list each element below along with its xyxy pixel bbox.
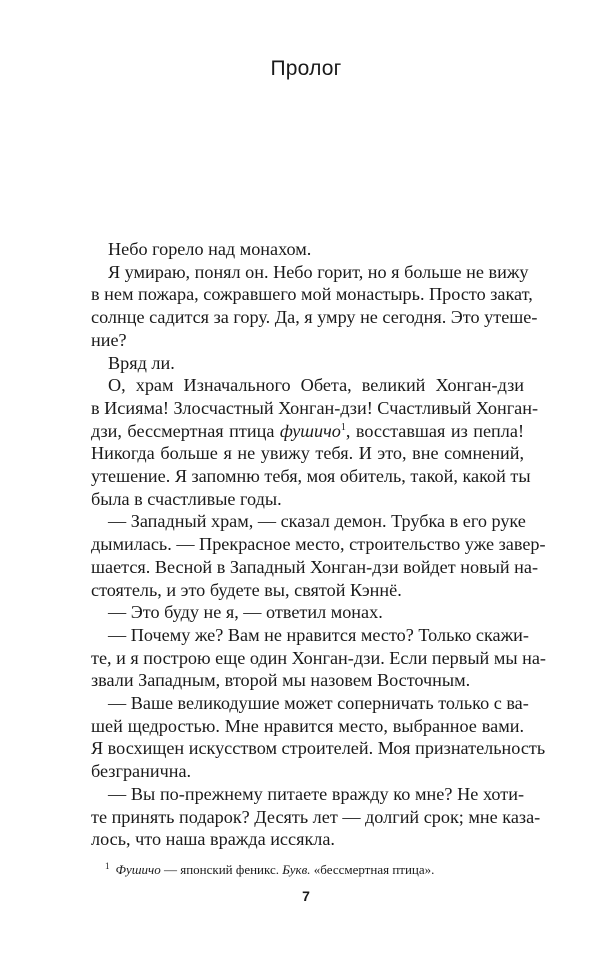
text-line: — Западный храм, — сказал демон. Трубка в его руке xyxy=(108,511,526,532)
text-line-part: , восставшая из пепла! xyxy=(345,420,524,441)
text-line: шей щедростью. Мне нравится место, выбранное вами. xyxy=(91,715,524,736)
footnote-dash: — японский феникс. xyxy=(160,862,283,877)
text-line: безгранична. xyxy=(91,761,192,782)
text-line: солнце садится за гору. Да, я умру не сегодня. Это утеше- xyxy=(91,307,538,328)
footnote xyxy=(91,858,524,878)
text-line: те, и я построю еще один Хонган-дзи. Если первый мы на- xyxy=(91,647,546,668)
text-line: — Ваше великодушие может соперничать только с ва- xyxy=(108,693,529,714)
text-line: Вряд ли. xyxy=(108,352,175,373)
footnote-marker: 1 xyxy=(340,421,346,433)
footnote-term: Фушичо xyxy=(115,862,161,877)
text-line-part: дзи, бессмертная птица xyxy=(91,420,280,441)
text-line: стоятель, и это будете вы, святой Кэннё. xyxy=(91,579,402,600)
text-line: в Исияма! Злосчастный Хонган-дзи! Счастливый Хонган- xyxy=(91,397,539,418)
text-line: лось, что наша вражда иссякла. xyxy=(91,829,335,850)
body-text xyxy=(91,238,546,851)
text-line: в нем пожара, сожравшего мой монастырь. Просто закат, xyxy=(91,284,533,305)
text-line: — Вы по-прежнему питаете вражду ко мне? Не хоти- xyxy=(108,783,524,804)
footnote-number: 1 xyxy=(105,861,110,871)
text-line: — Это буду не я, — ответил монах. xyxy=(108,602,383,623)
text-line: дымилась. — Прекрасное место, строительство уже завер- xyxy=(91,534,546,555)
footnote-rest: «бессмертная птица». xyxy=(310,862,435,877)
text-line: шается. Весной в Западный Хонган-дзи войдет новый на- xyxy=(91,556,539,577)
footnote-abbr: Букв. xyxy=(282,862,311,877)
text-line: О, храм Изначального Обета, великий Хонган-дзи xyxy=(108,375,524,396)
text-line: Я умираю, понял он. Небо горит, но я больше не вижу xyxy=(108,261,529,282)
text-line: утешение. Я запомню тебя, моя обитель, такой, какой ты xyxy=(91,466,531,487)
text-line xyxy=(91,420,524,443)
text-line: — Почему же? Вам не нравится место? Только скажи- xyxy=(108,624,529,645)
text-line: была в счастливые годы. xyxy=(91,488,282,509)
text-line: звали Западным, второй мы назовем Восточным. xyxy=(91,670,471,691)
text-line: Небо горело над монахом. xyxy=(108,239,312,259)
text-line: Никогда больше я не увижу тебя. И это, вне сомнений, xyxy=(91,443,524,464)
chapter-title: Пролог xyxy=(270,57,342,80)
text-line: ние? xyxy=(91,329,127,350)
text-line: Я восхищен искусством строителей. Моя признательность xyxy=(91,738,546,759)
italic-term: фушичо xyxy=(279,420,341,441)
text-line: те принять подарок? Десять лет — долгий срок; мне каза- xyxy=(91,806,541,827)
page-number: 7 xyxy=(302,888,310,904)
